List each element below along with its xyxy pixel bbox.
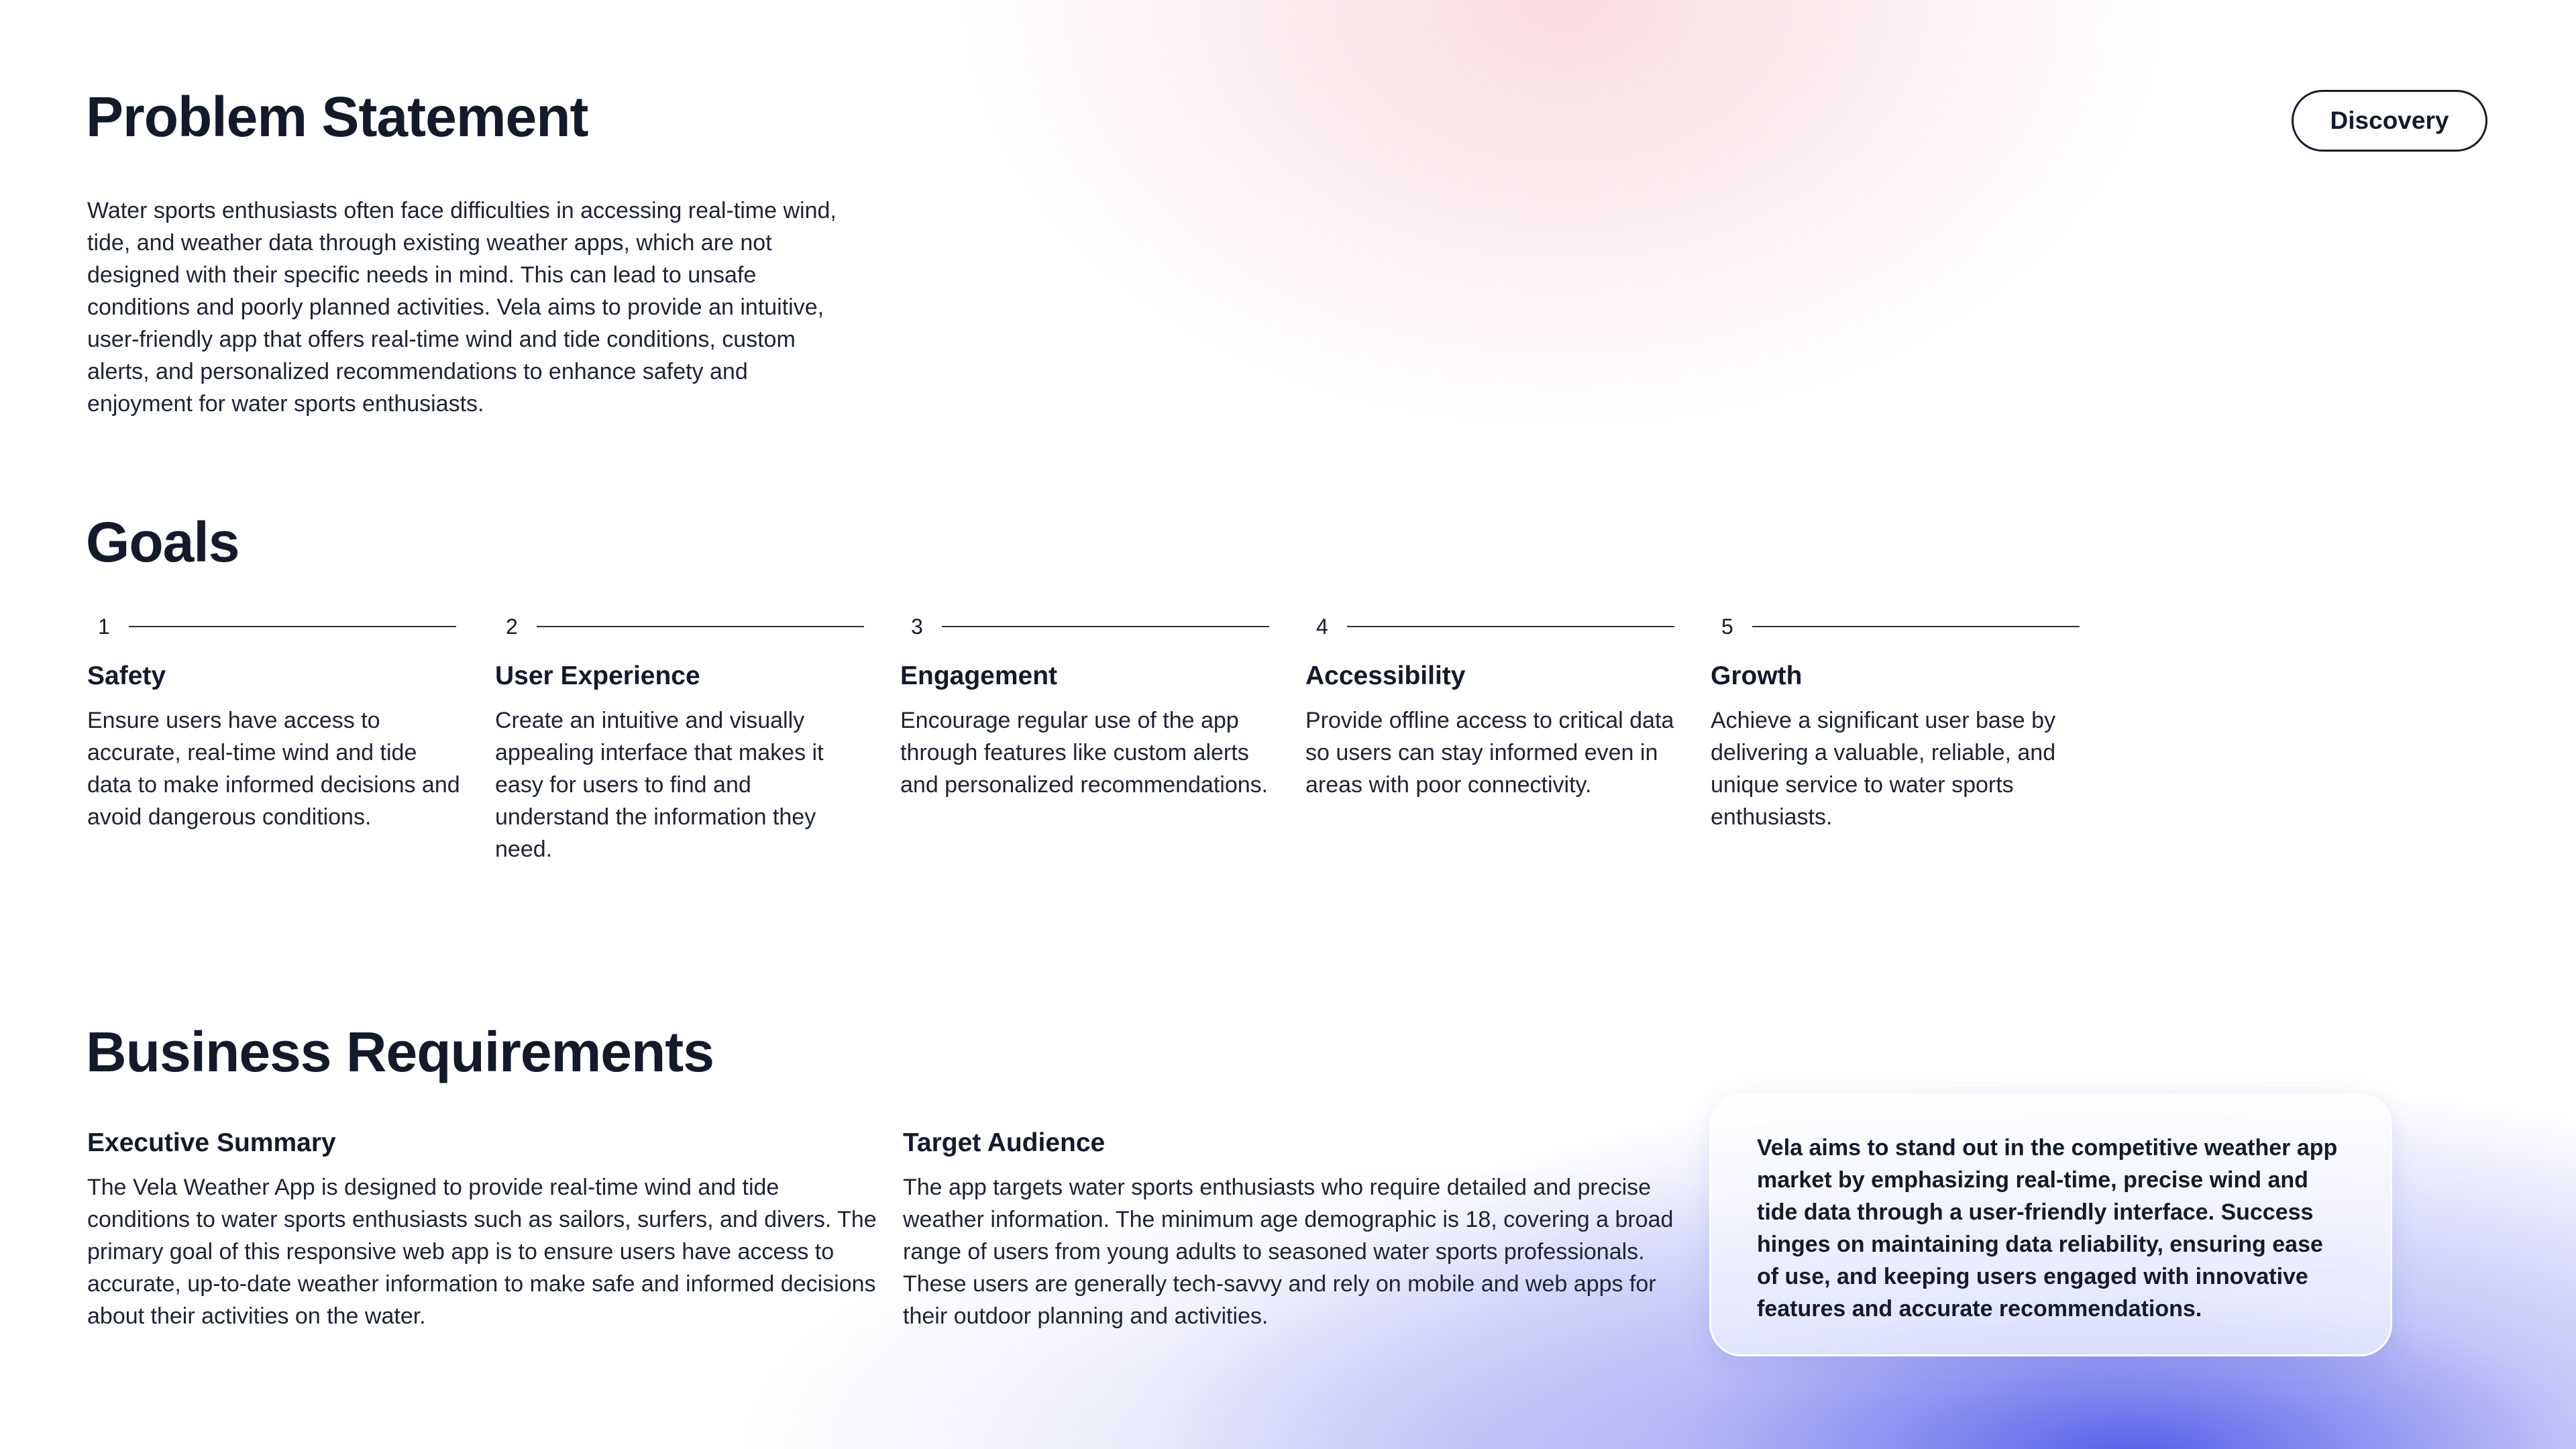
goal-header bbox=[1711, 610, 2086, 644]
goal-header bbox=[1305, 610, 1681, 644]
goal-number: 3 bbox=[911, 614, 923, 639]
business-requirements-title: Business Requirements bbox=[86, 1020, 714, 1083]
goal-title: Engagement bbox=[900, 661, 1058, 690]
goals-title: Goals bbox=[86, 511, 239, 574]
problem-statement-body: Water sports enthusiasts often face difficulties in accessing real-time wind, tide, and weather data through existing weather apps, which are not designed with their specific needs in mind. This can lead to unsafe conditions and poorly planned activities. Vela aims to provide an intuitive, user-friendly app that offers real-time wind and tide conditions, custom alerts, and personalized recommendations to enhance safety and enjoyment for water sports enthusiasts. bbox=[87, 198, 837, 417]
goal-description: Ensure users have access to accurate, real-time wind and tide data to make informed decisions and avoid dangerous conditions. bbox=[87, 708, 460, 830]
goal-description: Provide offline access to critical data so users can stay informed even in areas with poor connectivity. bbox=[1305, 708, 1674, 798]
problem-statement-title: Problem Statement bbox=[86, 85, 588, 148]
target-audience-title: Target Audience bbox=[903, 1128, 1106, 1157]
goal-item-growth bbox=[1711, 610, 2086, 833]
goal-description: Create an intuitive and visually appealing interface that makes it easy for users to find and understand the information they need. bbox=[495, 708, 824, 862]
value-proposition-text: Vela aims to stand out in the competitive weather app market by emphasizing real-time, precise wind and tide data through a user-friendly interface. Success hinges on maintaining data reliability, ensuring ease of use, and keeping users engaged with innovative features and accurate recommendations. bbox=[1757, 1135, 2338, 1322]
value-proposition-card bbox=[1709, 1093, 2392, 1356]
goal-item-accessibility bbox=[1305, 610, 1681, 801]
goal-divider bbox=[1752, 626, 2080, 627]
goal-divider bbox=[942, 626, 1269, 627]
goal-number: 5 bbox=[1721, 614, 1733, 639]
goal-number: 4 bbox=[1316, 614, 1328, 639]
goal-title: Growth bbox=[1711, 661, 1803, 690]
goal-description: Achieve a significant user base by delivering a valuable, reliable, and unique service to water sports enthusiasts. bbox=[1711, 708, 2056, 830]
discovery-badge[interactable]: Discovery bbox=[2292, 90, 2487, 152]
goal-header bbox=[87, 610, 463, 644]
goal-title: Accessibility bbox=[1305, 661, 1466, 690]
goal-item-safety bbox=[87, 610, 463, 833]
goal-header bbox=[900, 610, 1276, 644]
executive-summary-body: The Vela Weather App is designed to provide real-time wind and tide conditions to water sports enthusiasts such as sailors, surfers, and divers. The primary goal of this responsive web app is to ensure users have access to accurate, up-to-date weather information to make safe and informed decisions about their activities on the water. bbox=[87, 1175, 877, 1329]
goal-number: 2 bbox=[506, 614, 518, 639]
executive-summary-title: Executive Summary bbox=[87, 1128, 336, 1157]
goal-divider bbox=[537, 626, 864, 627]
goal-number: 1 bbox=[98, 614, 110, 639]
goal-divider bbox=[129, 626, 456, 627]
target-audience-section bbox=[903, 1127, 1681, 1332]
target-audience-body: The app targets water sports enthusiasts who require detailed and precise weather information. The minimum age demographic is 18, covering a broad range of users from young adults to seasoned water sports professionals. These users are generally tech-savvy and rely on mobile and web apps for their outdoor planning and activities. bbox=[903, 1175, 1674, 1329]
goal-divider bbox=[1347, 626, 1674, 627]
goal-title: Safety bbox=[87, 661, 166, 690]
goal-item-user-experience bbox=[495, 610, 871, 865]
goal-header bbox=[495, 610, 871, 644]
goal-description: Encourage regular use of the app through features like custom alerts and personalized recommendations. bbox=[900, 708, 1269, 798]
executive-summary-section bbox=[87, 1127, 879, 1332]
goal-title: User Experience bbox=[495, 661, 700, 690]
goal-item-engagement bbox=[900, 610, 1276, 801]
